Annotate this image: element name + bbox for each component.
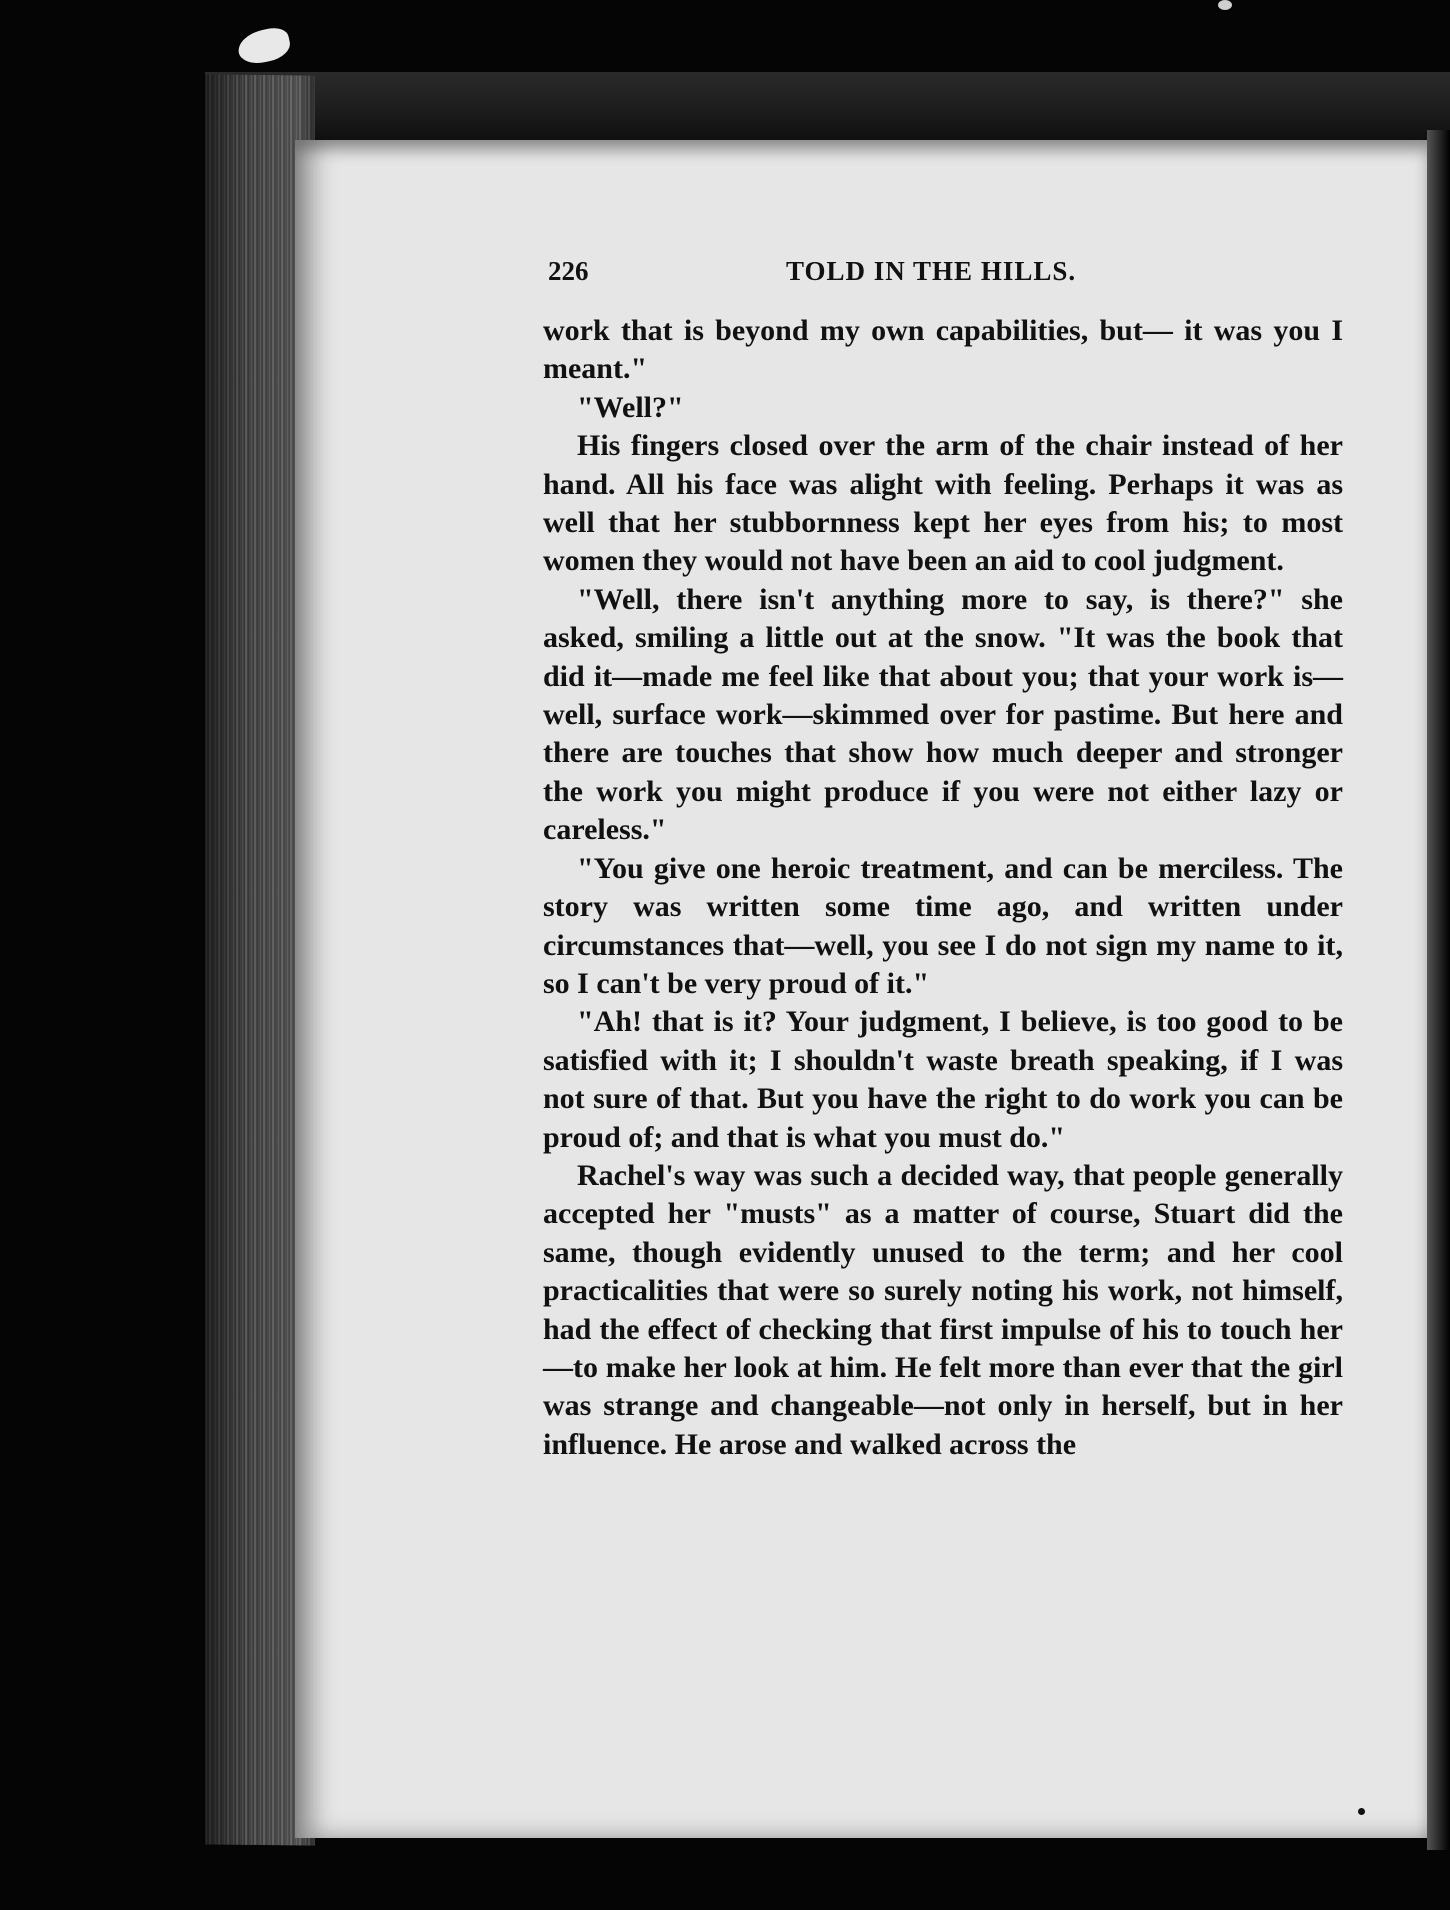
book-top-shadow [205,72,1450,147]
paragraph: work that is beyond my own capabilities, but— it was you I meant." [543,314,1343,386]
paragraph: "You give one heroic treatment, and can be merciless. The story was written some time ago, and written under circumstances that—well, you see I do not sign my name to it, so I can't be very proud of it." [543,851,1343,1000]
scan-artifact-mark [235,25,293,67]
paragraph: Rachel's way was such a decided way, that people generally accepted her "musts" as a matter of course, Stuart did the same, though evidently unused to the term; and her cool practicalities that were so surely noting his work, not himself, had the effect of checking that first impulse of his to touch her—to make her look at him. He felt more than ever that the girl was strange and changeable—not only in herself, but in her influence. He arose and walked across the [543,1158,1343,1461]
scan-artifact-dot [1218,0,1232,10]
page-number: 226 [548,256,589,286]
paragraph: His fingers closed over the arm of the chair instead of her hand. All his face was alight with feeling. Perhaps it was as well that her stubbornness kept her eyes from his; to most women they would not have been an aid to cool judgment. [543,429,1343,578]
paragraph: "Well?" [577,390,684,424]
book-right-edge [1427,130,1450,1850]
page-header [548,256,1340,296]
paragraph: "Ah! that is it? Your judgment, I believe, is too good to be satisfied with it; I shouldn't waste breath speaking, if I was not sure of that. But you have the right to do work you can be proud of; and that is what you must do." [543,1005,1343,1154]
paragraph: "Well, there isn't anything more to say, is there?" she asked, smiling a little out at the snow. "It was the book that did it—made me feel like that about you; that your work is—well, surface work—skimmed over for pastime. But here and there are touches that show how much deeper and stronger the work you might produce if you were not either lazy or careless." [543,582,1343,847]
running-title: TOLD IN THE HILLS. [786,256,1077,286]
body-text [543,312,1343,1464]
page-speck [1358,1808,1365,1815]
